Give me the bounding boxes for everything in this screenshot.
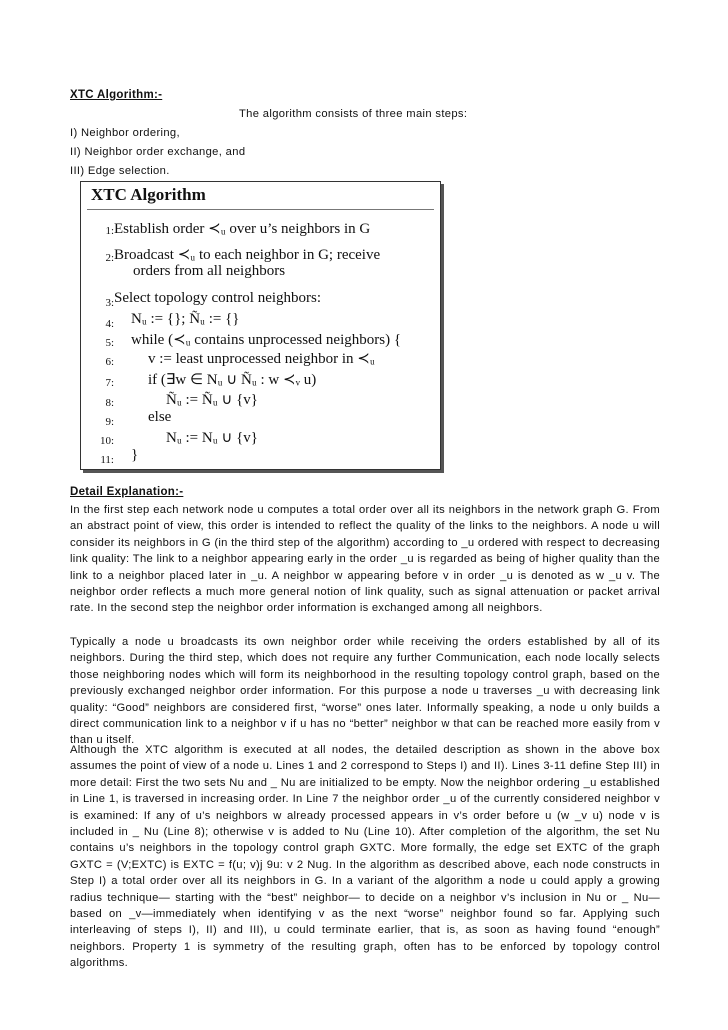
line-number: 9: bbox=[105, 416, 114, 428]
line-number: 6: bbox=[105, 356, 114, 368]
line-number: 7: bbox=[105, 377, 114, 389]
algorithm-line: if (∃w ∈ Nᵤ ∪ Ñᵤ : w ≺ᵥ u) bbox=[148, 372, 317, 388]
algorithm-figure bbox=[80, 181, 441, 470]
paragraph: Typically a node u broadcasts its own neighbor order while receiving the orders established by all of its neighbors. During the third step, which does not require any further Communication, each node locally selects those neighboring nodes which will form its neighborhood in the resulting topology control graph, based on the previously exchanged neighbor order information. For this purpose a node u traverses _u with decreasing link quality: “Good” neighbors are considered first, “worse” ones later. Informally speaking, a node u only builds a direct communication link to a neighbor v if u has no “better” neighbor w that can be reached more easily from v than u itself. bbox=[70, 636, 660, 747]
line-number: 11: bbox=[100, 454, 114, 466]
algorithm-line: } bbox=[131, 447, 139, 463]
line-number: 5: bbox=[105, 337, 114, 349]
section-heading-xtc-algorithm: XTC Algorithm:- bbox=[70, 89, 163, 101]
algorithm-line: Nᵤ := Nᵤ ∪ {v} bbox=[166, 430, 258, 446]
algorithm-line: Broadcast ≺ᵤ to each neighbor in G; receive bbox=[114, 247, 381, 263]
line-number: 4: bbox=[105, 318, 114, 330]
algorithm-line: orders from all neighbors bbox=[133, 263, 286, 279]
step-item: II) Neighbor order exchange, and bbox=[70, 146, 246, 158]
algorithm-line: while (≺ᵤ contains unprocessed neighbors) { bbox=[131, 332, 402, 348]
algorithm-line: else bbox=[148, 409, 172, 425]
algorithm-line: Select topology control neighbors: bbox=[114, 290, 322, 306]
line-number: 10: bbox=[99, 435, 114, 447]
algorithm-line: Nᵤ := {}; Ñᵤ := {} bbox=[131, 311, 240, 327]
algorithm-divider bbox=[87, 209, 434, 210]
step-item: I) Neighbor ordering, bbox=[70, 127, 180, 139]
intro-text: The algorithm consists of three main steps: bbox=[239, 108, 468, 120]
line-number: 3: bbox=[105, 297, 114, 309]
algorithm-line: Ñᵤ := Ñᵤ ∪ {v} bbox=[166, 392, 258, 408]
line-number: 1: bbox=[105, 225, 114, 237]
paragraph: Although the XTC algorithm is executed at all nodes, the detailed description as shown in the above box assumes the point of view of a node u. Lines 1 and 2 correspond to Steps I) and II). Lines 3-11 define Step III) in more detail: First the two sets Nu and _ Nu are initialized to be empty. Now the neighbor ordering _u established in Line 1, is traversed in increasing order. In Line 7 the neighbor order _u of the currently considered neighbor v is examined: If any of u’s neighbors w already processed appears in v’s order before u (w _v u) node v is included in _ Nu (Line 8); otherwise v is added to Nu (Line 10). After completion of the algorithm, the set Nu contains u’s neighbors in the topology control graph GXTC. More formally, the edge set EXTC of the graph GXTC = (V;EXTC) is EXTC = f(u; v)j 9u: v 2 Nug. In the algorithm as described above, each node constructs in Step I) a total order over all its neighbors in G. In a variant of the algorithm a node u could apply a growing radius technique— starting with the “best” neighbor— to decide on a neighbor v’s inclusion in Nu or _ Nu—based on _v—immediately when identifying v as the next “worse” neighbor found so far. Applying such interleaving of steps I), II) and III), u could terminate earlier, that is, as soon as having found “enough” neighbors. Property 1 is symmetry of the resulting graph, often has to be enforced by topology control algorithms. bbox=[70, 744, 660, 970]
algorithm-line: v := least unprocessed neighbor in ≺ᵤ bbox=[148, 351, 375, 367]
algorithm-line: Establish order ≺ᵤ over u’s neighbors in G bbox=[114, 221, 371, 237]
paragraph: In the first step each network node u computes a total order over all its neighbors in the network graph G. From an abstract point of view, this order is intended to reflect the quality of the links to the neighbors. A node u will consider its neighbors in G (in the third step of the algorithm) according to _u ordered with respect to decreasing link quality: The link to a neighbor appearing early in the order _u is regarded as being of higher quality than the link to a neighbor placed later in _u. A neighbor w appearing before v in order _u is denoted as w _u v. The neighbor order reflects a much more general notion of link quality, such as signal attenuation or packet arrival rate. In the second step the neighbor order information is exchanged among all neighbors. bbox=[70, 504, 660, 615]
line-number: 8: bbox=[105, 397, 114, 409]
algorithm-title: XTC Algorithm bbox=[91, 185, 206, 204]
line-number: 2: bbox=[105, 252, 114, 264]
step-item: III) Edge selection. bbox=[70, 165, 170, 177]
section-heading-detail-explanation: Detail Explanation:- bbox=[70, 486, 184, 498]
